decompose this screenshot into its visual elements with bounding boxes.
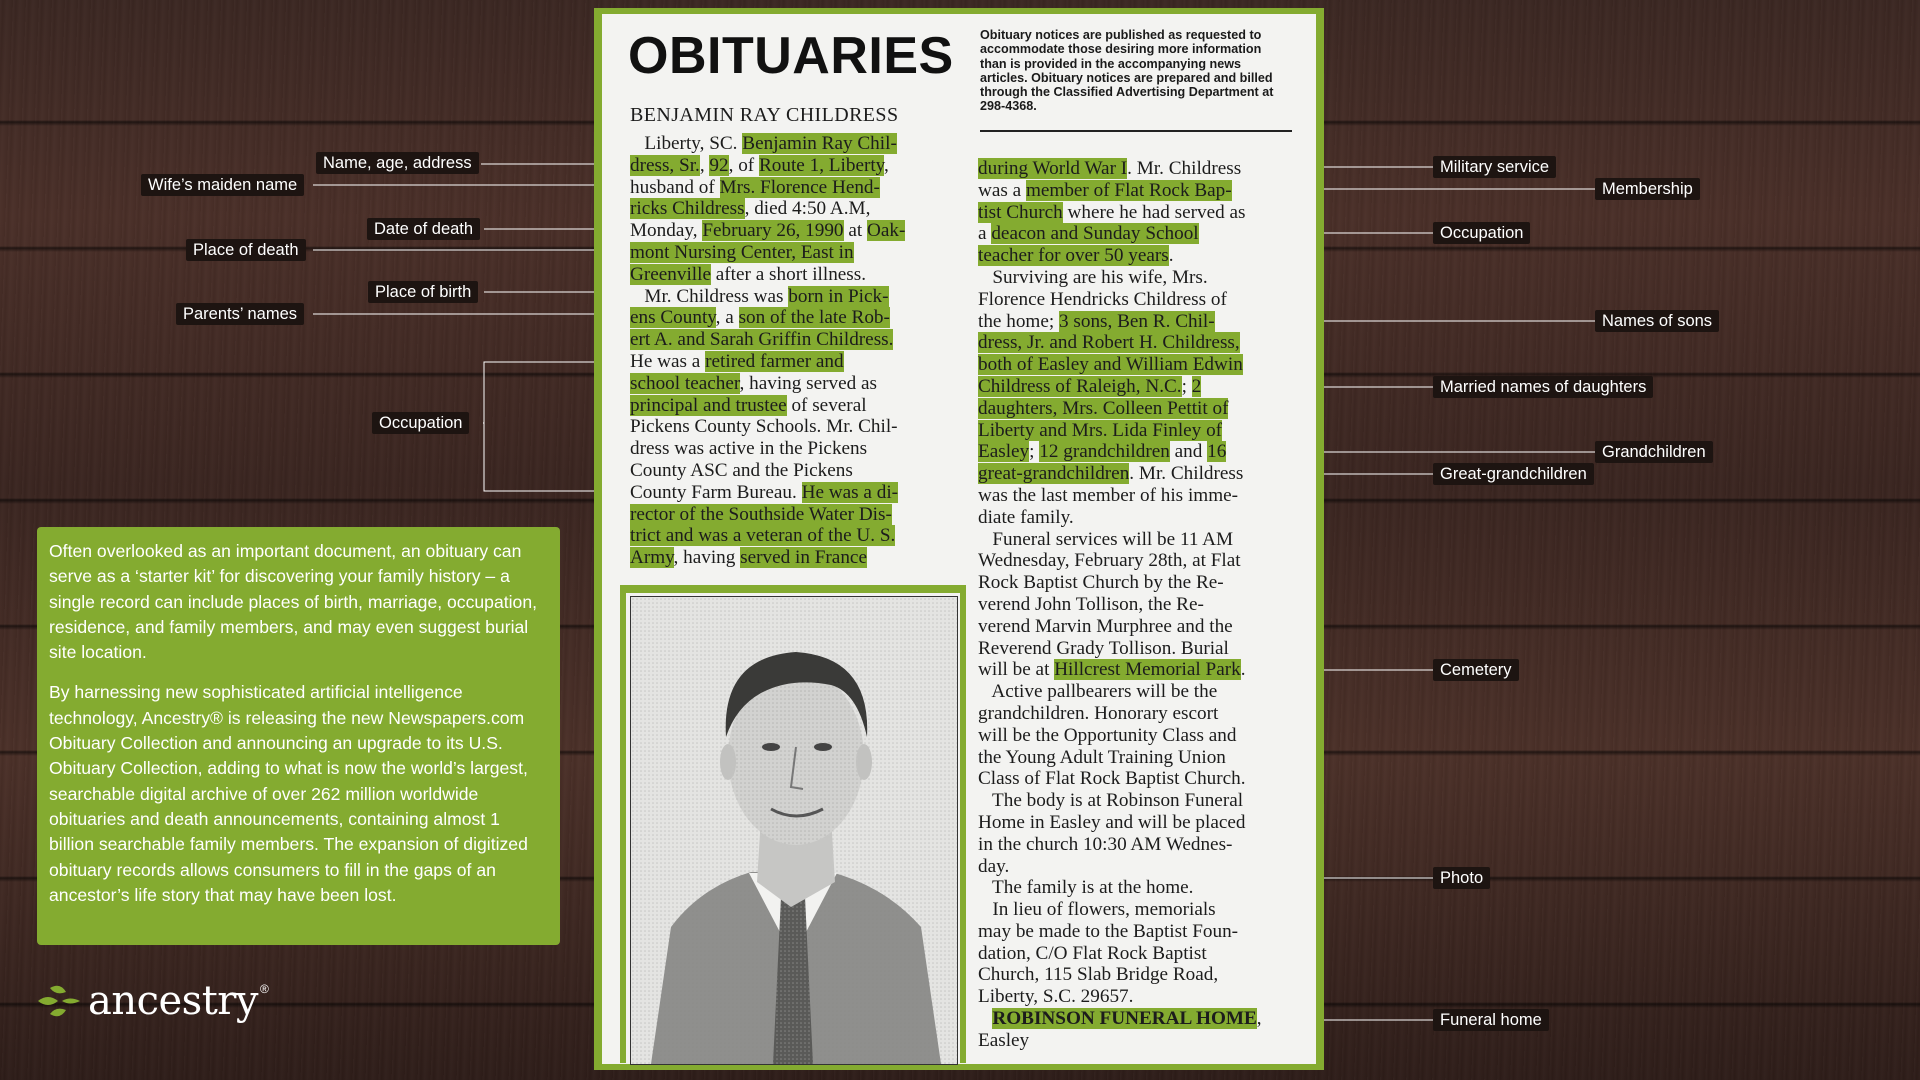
highlighted-fact: trict and was a veteran of the U. S. — [630, 525, 896, 547]
label-cemetery: Cemetery — [1433, 659, 1519, 681]
obituary-line — [978, 943, 1262, 965]
highlighted-fact: mont Nursing Center, East in — [630, 241, 854, 263]
obituary-text: dation, C/O Flat Rock Baptist — [978, 942, 1207, 964]
obituary-line — [978, 529, 1262, 551]
highlighted-fact: He was a di- — [801, 481, 899, 503]
obituary-line — [630, 307, 905, 329]
obituary-text: , having — [673, 547, 741, 569]
obituary-text: Mr. Childress was — [630, 285, 789, 307]
obituary-notice-text: Obituary notices are published as requested to accommodate those desiring more information than is provided in the accompanying news articles. Obituary notices are prepared and billed through the Classified Advertising Department at 298-4368. — [980, 28, 1274, 114]
masthead: OBITUARIES — [628, 27, 954, 85]
label-place-of-death: Place of death — [186, 239, 306, 261]
obituary-text: at — [843, 220, 867, 242]
obituary-line — [978, 245, 1262, 267]
obituary-text: Easley — [978, 1029, 1030, 1051]
obituary-text: . Mr. Childress — [1129, 463, 1244, 485]
obituary-line — [978, 747, 1262, 769]
notice-rule — [980, 130, 1292, 132]
obituary-text: Home in Easley and will be placed — [978, 811, 1246, 833]
label-names-of-sons: Names of sons — [1595, 310, 1719, 332]
obituary-text: dress was active in the Pickens — [630, 438, 868, 460]
obituary-text: of several — [786, 394, 867, 416]
label-occupation-left: Occupation — [372, 412, 469, 434]
obituary-line — [978, 202, 1262, 224]
ancestry-logo — [36, 976, 269, 1026]
obituary-text: Rock Baptist Church by the Re- — [978, 572, 1224, 594]
obituary-line — [630, 264, 905, 286]
info-paragraph-1: Often overlooked as an important document, an obituary can serve as a ‘starter kit’ for discovering your family history – a single record can include places of birth, marriage, occupation, residence, and family members, and may even suggest burial site location. — [49, 541, 538, 663]
obituary-text: Funeral services will be 11 AM — [978, 528, 1234, 550]
highlighted-fact: tist Church — [978, 201, 1063, 223]
obituary-text: . — [1240, 659, 1246, 681]
obituary-line — [630, 351, 905, 373]
obituary-line — [978, 398, 1262, 420]
obituary-text: Reverend Grady Tollison. Burial — [978, 637, 1229, 659]
obituary-text: was the last member of his imme- — [978, 484, 1239, 506]
obituary-line — [630, 482, 905, 504]
obituary-line — [978, 856, 1262, 878]
label-grandchildren: Grandchildren — [1595, 441, 1713, 463]
label-wifes-maiden-name: Wife’s maiden name — [141, 174, 304, 196]
obituary-line — [978, 223, 1262, 245]
obituary-line — [630, 286, 905, 308]
obituary-line — [978, 1030, 1262, 1052]
highlighted-fact: ens County — [630, 307, 716, 329]
obituary-text: , of — [728, 154, 759, 176]
label-date-of-death: Date of death — [367, 218, 480, 240]
obituary-text: where he had served as — [1062, 201, 1246, 223]
obituary-text: grandchildren. Honorary escort — [978, 702, 1219, 724]
obituary-text: Wednesday, February 28th, at Flat — [978, 550, 1241, 572]
obituary-text: . Mr. Childress — [1127, 158, 1242, 179]
obituary-text: , a — [715, 307, 739, 329]
obituary-line — [978, 507, 1262, 529]
obituary-line — [978, 180, 1262, 202]
highlighted-fact: Greenville — [630, 263, 711, 285]
portrait-illustration — [631, 597, 957, 1064]
highlighted-fact: dress, Jr. and Robert H. Childress, — [978, 332, 1240, 354]
highlighted-fact: during World War I — [978, 158, 1128, 179]
obituary-line — [630, 438, 905, 460]
obituary-line — [630, 504, 905, 526]
obituary-line — [978, 681, 1262, 703]
obituary-line — [978, 594, 1262, 616]
obituary-line — [978, 485, 1262, 507]
logo-wordmark: ancestry — [88, 978, 259, 1024]
obituary-line — [630, 329, 905, 351]
obituary-right-column — [978, 158, 1262, 1052]
highlighted-fact: Hillcrest Memorial Park — [1054, 659, 1241, 681]
obituary-text: diate family. — [978, 506, 1074, 528]
obituary-text — [978, 1008, 992, 1029]
highlighted-fact: served in France — [740, 547, 867, 569]
obituary-line — [630, 460, 905, 482]
highlighted-fact: 16 — [1207, 441, 1227, 463]
obituary-line — [978, 376, 1262, 398]
highlighted-fact: February 26, 1990 — [702, 220, 844, 242]
obituary-line — [630, 220, 905, 242]
obituary-text: Monday, — [630, 220, 703, 242]
highlighted-fact: Route 1, Liberty — [758, 154, 885, 176]
highlighted-fact: great-grandchildren — [978, 463, 1130, 485]
obituary-line — [978, 899, 1262, 921]
obituary-text: The family is at the home. — [978, 877, 1194, 899]
obituary-text: Florence Hendricks Childress of — [978, 288, 1227, 310]
obituary-text: Active pallbearers will be the — [978, 681, 1218, 703]
obituary-line — [978, 768, 1262, 790]
highlighted-fact: dress, Sr. — [630, 154, 700, 176]
highlighted-fact: Mrs. Florence Hend- — [719, 176, 880, 198]
obituary-text: Liberty, SC. — [630, 133, 743, 154]
portrait-photo — [630, 596, 958, 1065]
highlighted-fact: 2 — [1191, 375, 1202, 397]
obituary-text: the home; — [978, 310, 1059, 332]
obituary-text: The body is at Robinson Funeral — [978, 790, 1244, 812]
obituary-line — [630, 198, 905, 220]
highlighted-fact: member of Flat Rock Bap- — [1025, 179, 1232, 201]
highlighted-fact: principal and trustee — [630, 394, 787, 416]
obituary-text: in the church 10:30 AM Wednes- — [978, 833, 1233, 855]
obituary-line — [630, 133, 905, 155]
obituary-line — [978, 703, 1262, 725]
highlighted-fact: school teacher — [630, 372, 740, 394]
label-place-of-birth: Place of birth — [368, 281, 478, 303]
obituary-line — [978, 550, 1262, 572]
obituary-line — [630, 395, 905, 417]
highlighted-fact: ert A. and Sarah Griffin Childress. — [630, 329, 894, 351]
obituary-text: , died 4:50 A.M, — [744, 198, 871, 220]
obituary-line — [978, 420, 1262, 442]
obituary-text: was a — [978, 179, 1026, 201]
obituary-text: the Young Adult Training Union — [978, 746, 1226, 768]
highlighted-fact: deacon and Sunday School — [991, 223, 1199, 245]
obituary-line — [978, 354, 1262, 376]
highlighted-fact: 12 grandchildren — [1039, 441, 1170, 463]
obituary-line — [978, 311, 1262, 333]
highlighted-fact: 92 — [709, 154, 729, 176]
obituary-line — [978, 616, 1262, 638]
obituary-line — [978, 812, 1262, 834]
obituary-text: a — [978, 223, 992, 245]
obituary-line — [978, 158, 1262, 180]
highlighted-fact: ricks Childress — [630, 198, 745, 220]
obituary-text: , — [884, 154, 889, 176]
obituary-line — [978, 332, 1262, 354]
obituary-line — [630, 416, 905, 438]
obituary-line — [978, 659, 1262, 681]
highlighted-fact: retired farmer and — [705, 350, 844, 372]
label-parents-names: Parents’ names — [176, 303, 304, 325]
obituary-line — [978, 441, 1262, 463]
obituary-headline: BENJAMIN RAY CHILDRESS — [630, 104, 899, 126]
obituary-text: will be the Opportunity Class and — [978, 724, 1237, 746]
obituary-text: , — [699, 154, 710, 176]
obituary-line — [630, 547, 905, 569]
obituary-line — [978, 1008, 1262, 1030]
obituary-text: County ASC and the Pickens — [630, 459, 853, 481]
obituary-line — [978, 463, 1262, 485]
obituary-line — [978, 877, 1262, 899]
label-membership: Membership — [1595, 178, 1700, 200]
obituary-text: He was a — [630, 350, 706, 372]
obituary-text: Church, 115 Slab Bridge Road, — [978, 964, 1219, 986]
highlighted-fact: daughters, Mrs. Colleen Pettit of — [978, 397, 1229, 419]
highlighted-fact: rector of the Southside Water Dis- — [630, 503, 892, 525]
obituary-line — [978, 834, 1262, 856]
obituary-line — [978, 572, 1262, 594]
logo-trademark: ® — [260, 982, 269, 996]
obituary-line — [978, 638, 1262, 660]
highlighted-fact: both of Easley and William Edwin — [978, 354, 1243, 376]
obituary-line — [978, 964, 1262, 986]
obituary-text: after a short illness. — [710, 263, 867, 285]
highlighted-fact: son of the late Rob- — [738, 307, 890, 329]
obituary-text: and — [1169, 441, 1208, 463]
info-paragraph-2: By harnessing new sophisticated artificial intelligence technology, Ancestry® is releasing the new Newspapers.com Obituary Collection and announcing an upgrade to its U.S. Obituary Collection, adding to what is now the world’s largest, searchable digital archive of over 262 million worldwide obituaries and death announcements, containing almost 1 billion searchable family members. The expansion of digitized obituary records allows consumers to fill in the gaps of an ancestor’s life story that may have been lost. — [49, 682, 528, 905]
obituary-text: , having served as — [739, 372, 877, 394]
highlighted-fact: Army — [630, 547, 674, 569]
obituary-line — [978, 289, 1262, 311]
obituary-text: husband of — [630, 176, 720, 198]
highlighted-fact: Oak- — [866, 220, 906, 242]
label-funeral-home: Funeral home — [1433, 1009, 1549, 1031]
obituary-line — [978, 986, 1262, 1008]
label-occupation-right: Occupation — [1433, 222, 1530, 244]
obituary-text: Surviving are his wife, Mrs. — [978, 266, 1208, 288]
highlighted-fact: Childress of Raleigh, N.C. — [978, 375, 1182, 397]
obituary-text: Liberty, S.C. 29657. — [978, 986, 1134, 1008]
highlighted-fact: Easley — [978, 441, 1030, 463]
obituary-text: Pickens County Schools. Mr. Chil- — [630, 416, 898, 438]
obituary-text: In lieu of flowers, memorials — [978, 899, 1216, 921]
highlighted-fact: ROBINSON FUNERAL HOME — [992, 1008, 1257, 1030]
obituary-line — [630, 177, 905, 199]
label-photo: Photo — [1433, 867, 1490, 889]
highlighted-fact: Benjamin Ray Chil- — [742, 133, 897, 154]
obituary-line — [630, 525, 905, 547]
obituary-line — [630, 242, 905, 264]
highlighted-fact: 3 sons, Ben R. Chil- — [1059, 310, 1215, 332]
label-great-grandchildren: Great-grandchildren — [1433, 463, 1594, 485]
obituary-text: . — [1168, 245, 1174, 267]
obituary-text: ; — [1181, 375, 1192, 397]
info-box — [37, 527, 560, 945]
obituary-text: ; — [1029, 441, 1040, 463]
label-married-names-of-daughters: Married names of daughters — [1433, 376, 1653, 398]
obituary-text: will be at — [978, 659, 1055, 681]
obituary-left-column — [630, 133, 905, 569]
obituary-text: , — [1256, 1008, 1262, 1030]
label-name-age-address: Name, age, address — [316, 152, 479, 174]
highlighted-fact: teacher for over 50 years — [978, 245, 1169, 267]
obituary-text: verend John Tollison, the Re- — [978, 593, 1204, 615]
obituary-line — [978, 725, 1262, 747]
obituary-line — [978, 921, 1262, 943]
obituary-text: day. — [978, 855, 1010, 877]
leaf-icon — [36, 980, 82, 1022]
obituary-line — [630, 155, 905, 177]
obituary-line — [630, 373, 905, 395]
obituary-line — [978, 267, 1262, 289]
highlighted-fact: born in Pick- — [788, 285, 889, 307]
highlighted-fact: Liberty and Mrs. Lida Finley of — [978, 419, 1223, 441]
obituary-text: verend Marvin Murphree and the — [978, 615, 1233, 637]
obituary-text: may be made to the Baptist Foun- — [978, 920, 1239, 942]
obituary-text: Class of Flat Rock Baptist Church. — [978, 768, 1246, 790]
label-military-service: Military service — [1433, 156, 1556, 178]
obituary-line — [978, 790, 1262, 812]
obituary-text: County Farm Bureau. — [630, 481, 802, 503]
